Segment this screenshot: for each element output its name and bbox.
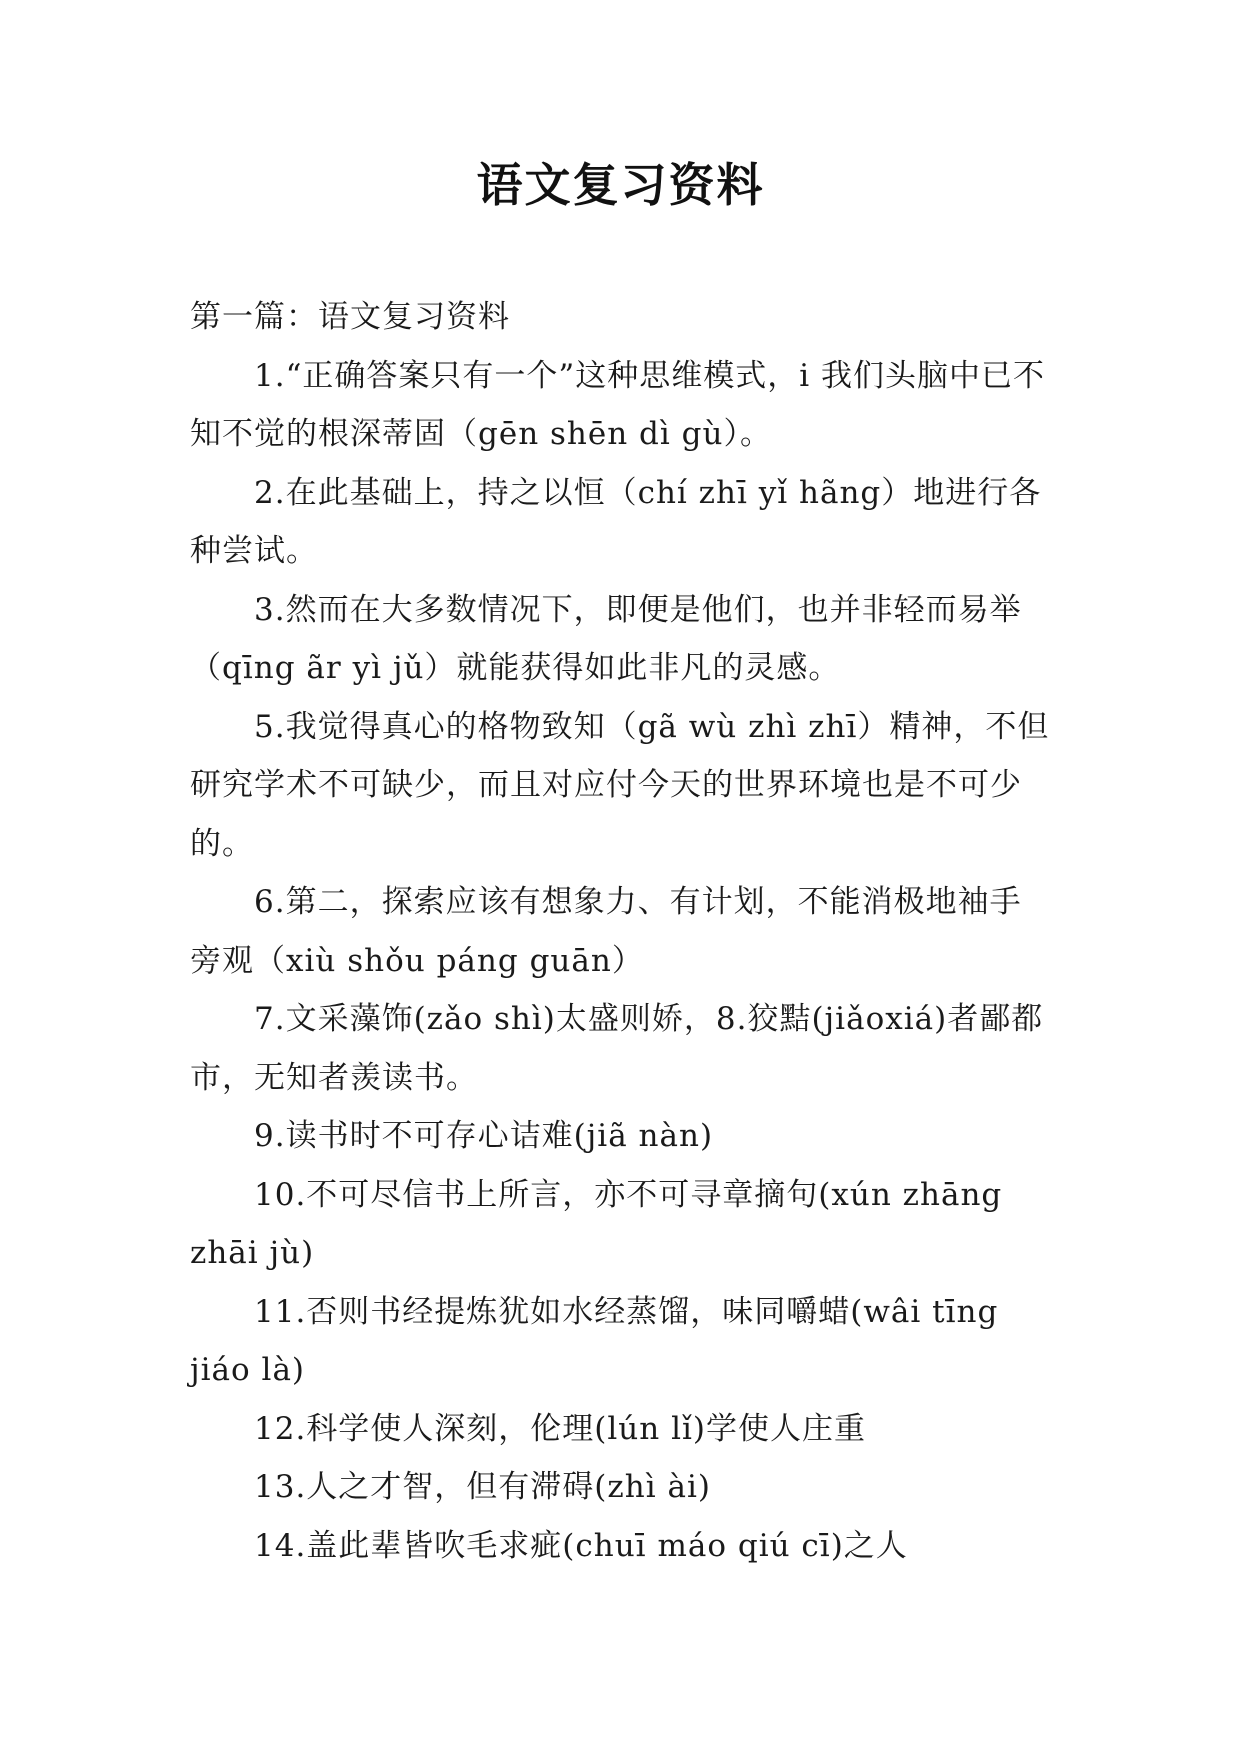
paragraph: 3.然而在大多数情况下，即便是他们，也并非轻而易举（qīng ãr yì jǔ）就能获得如此非凡的灵感。	[190, 591, 1022, 686]
paragraph: 5.我觉得真心的格物致知（gã wù zhì zhī）精神，不但研究学术不可缺少，而且对应付今天的世界环境也是不可少的。	[190, 708, 1050, 862]
paragraph: 7.文采藻饰(zǎo shì)太盛则娇，8.狡黠(jiǎoxiá)者鄙都市，无知者羡读书。	[190, 1001, 1044, 1096]
paragraph: 6.第二，探索应该有想象力、有计划，不能消极地袖手旁观（xiù shǒu páng guān）	[190, 884, 1022, 979]
paragraph: 13.人之才智，但有滞碍(zhì ài)	[254, 1469, 711, 1505]
document-body	[190, 288, 1050, 1575]
document-title: 语文复习资料	[476, 158, 765, 212]
paragraph: 12.科学使人深刻，伦理(lún lǐ)学使人庄重	[254, 1410, 867, 1447]
section-heading: 第一篇：语文复习资料	[190, 299, 510, 335]
paragraph: 10.不可尽信书上所言，亦不可寻章摘句(xún zhāng zhāi jù)	[190, 1176, 1003, 1271]
paragraph: 14.盖此辈皆吹毛求疵(chuī máo qiú cī)之人	[254, 1527, 908, 1564]
paragraph: 1.“正确答案只有一个”这种思维模式，i 我们头脑中已不知不觉的根深蒂固（gēn shēn dì gù）。	[190, 357, 1046, 452]
paragraph: 11.否则书经提炼犹如水经蒸馏，味同嚼蜡(wâi tīng jiáo là)	[190, 1293, 999, 1388]
paragraph: 9.读书时不可存心诘难(jiã nàn)	[254, 1118, 714, 1154]
paragraph: 2.在此基础上，持之以恒（chí zhī yǐ hãng）地进行各种尝试。	[190, 474, 1042, 569]
